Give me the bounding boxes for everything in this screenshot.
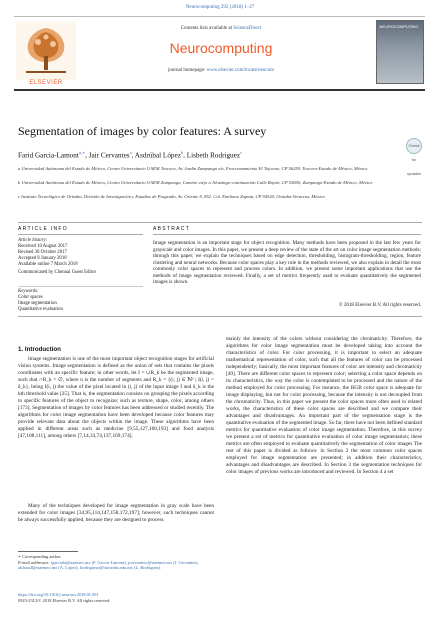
divider [18,234,143,235]
journal-homepage [80,68,362,73]
article-history [18,238,143,276]
email-list[interactable]: fgarciala@uaemex.mx (F. Garcia-Lamont), jcervantesc@uaemex.mx (J. Cervantes), alchaudl@uaemex.mx (A. López), lrodriguezr@itorizaba.edu.mx (L. Rodríguez). [18,559,199,570]
author-name[interactable]: Asdrúbal López [134,151,181,160]
abstract-text: Image segmentation is an important stage for object recognition. Many methods have been proposed in the last few years for grayscale and color images. In this paper, we present a deep review of the state of the art on color image segmentation methods; through this paper, we explain the techniques based on edge detection, thresholding, histogram-thresholding, region, feature clustering and neural networks. Because color spaces play a key role in the methods reviewed, we also explain in detail the most commonly color spaces to represent and process colors. In addition, we present some important applications that use the methods of image segmentation reviewed. Finally, a set of metrics frequently used to evaluate quantitatively the segmented images is shown. [153,240,421,285]
journal-cover-thumbnail [376,20,424,84]
homepage-prefix: journal homepage: [167,68,207,73]
email-addresses [18,560,214,571]
divider [18,222,422,223]
keyword: Color spaces [18,295,43,300]
history-received: Received 10 August 2017 [18,244,68,249]
article-info-heading: ARTICLE INFO [18,226,68,232]
sciencedirect-link[interactable]: ScienceDirect [233,26,262,31]
corresponding-author: ∗ Corresponding author. [18,554,62,559]
author-name[interactable]: Lisbeth Rodriguez [186,151,241,160]
elsevier-tree-logo [16,22,76,80]
keywords [18,289,143,313]
section-heading-introduction: 1. Introduction [18,346,61,353]
publisher-name: ELSEVIER [29,80,63,86]
journal-title: Neurocomputing [169,40,273,56]
intro-paragraph: Image segmentation is one of the most important object recognition stages for artificial vision systems. Image segmentation is defined as the union of sets that contains the pixels coordinates with an specific feature; in other words, let I = ∪R_k be the segmented image, such that ∩R_k = ∅, where n is the number of segments and R_k = {(i, j) ∈ ℕ² | I(i, j) = δ_k}, being I(i, j) the value of the pixel located in (i, j) of the input image I and δ_k is the kth threshold value [25]. That is, the segmentation consists on grouping the pixels according to specific features of the object to recognize; such as texture, shape, color, among others [173]. Segmentation of images by color features has been addressed or studied recently. The algorithms for color image segmentation have been developed because color features may provide relevant data about the objects within the image. These algorithms have been applied in different areas such as medicine [9,55,127,160,193] and food analysis [47,108,111], among others [7,14,33,74,137,169,174]. [18,356,214,439]
intro-paragraph: Many of the techniques developed for image segmentation in gray scale have been extended for color images [34,95,114,147,158,172,197]; however, such techniques cannot be always successfully applied, because they are designed to process [18,503,214,523]
author-affil-sup[interactable]: a,∗ [78,150,86,155]
doi-block [18,592,318,603]
intro-paragraph-right: mainly the intensity of the colors without considering the chromaticity. Therefore, the algorithms for color image segmentation must be developed taking into account the characteristics of color. For color processing, it is important to select an adequate mathematical representation of color, such that all the features of color can be processed independently; basically, the most important features of color are intensity and chromaticity [49]. There are different color spaces to represent color; selecting a color space depends on its characteristics, the way the color is contemplated to be processed and the nature of the method employed for color processing. For instance, the RGB color space is adequate for image displaying, but not for color processing, because the intensity is not decoupled from the chromaticity. Thus, in this paper we present the color spaces more often used in related works, the characteristics of these color spaces are described and we compare their advantages and disadvantages. An important part of the segmentation stage is the quantitative evaluation of the segmented image. So far, there have not been defined standard metrics for quantitative evaluation of color image segmentation. Therefore, in this survey we present a set of metrics for quantitative evaluation of color image segmentation; these metrics are often employed to evaluate quantitatively the segmentation of color images The rest of this paper is divided as follows: in Section 2 the most common color spaces employed for image segmentation are presented; in addition their characteristics, advantages and disadvantages are described. In Section 3 the segmentation techniques for color images of previous works are introduced and reviewed. In Section 4 a set [226,336,422,475]
homepage-link[interactable]: www.elsevier.com/locate/neucom [206,68,275,73]
keyword: Image segmentation [18,301,57,306]
issn-line: 0925-2312/© 2018 Elsevier B.V. All rights reserved. [18,597,111,603]
abstract-copyright: © 2018 Elsevier B.V. All rights reserved. [338,303,421,308]
author-affil-sup[interactable]: c [240,150,243,155]
author-name[interactable]: Farid Garcia-Lamont [18,151,79,160]
communicated-by: Communicated by Chennai Guest Editor [18,270,97,275]
cover-title: NEUROCOMPUTING [379,24,419,29]
divider [18,316,422,317]
abstract-heading: ABSTRACT [153,226,191,232]
divider [153,234,421,235]
email-label: E-mail addresses: [18,559,50,565]
history-label: Article history: [18,238,48,243]
divider [18,286,143,287]
paper-title: Segmentation of images by color features: A survey [18,124,267,138]
footnote-divider [18,551,78,552]
doi-link[interactable]: https://doi.org/10.1016/j.neucom.2018.01.091 [18,592,99,597]
author-list: Farid Garcia-Lamont$^{a,∗}$, Jair Cervantes$^a$, Asdrúbal López$^b$, Lisbeth Rodriguez$^c$ [18,150,243,160]
keyword: Quantitative evaluation [18,307,63,312]
author-name[interactable]: Jair Cervantes [88,151,130,160]
affiliation: c Instituto Tecnológico de Orizaba, División de Investigación y Estudios de Posgrado, Av. Oriente 9, 852. Col. Emiliano Zapata, CP 94320, Orizaba-Veracruz, México [18,194,325,199]
journal-citation[interactable]: Neurocomputing 292 (2018) 1–27 [185,5,255,10]
contents-line [80,26,362,31]
footnote [18,554,214,571]
affiliation: a Universidad Autónoma del Estado de México, Centro Universitario UAEM Texcoco, Av. Jardín Zumpango s/n, Fraccionamiento El Tejocote, CP 56259, Texcoco-Estado de México, México [18,166,368,171]
history-online: Available online 7 March 2018 [18,262,78,267]
history-revised: Revised 30 October 2017 [18,250,67,255]
affiliation: b Universidad Autónoma del Estado de México, Centro Universitario UAEM Zumpango, Camino viejo a Jilotzingo-continuación Calle Rayón, CP 55600, Zumpango-Estado de México, México [18,180,373,185]
history-accepted: Accepted 8 January 2018 [18,256,67,261]
keywords-label: Keywords: [18,289,39,294]
crossmark-badge[interactable]: Check for updates [406,138,422,154]
author-affil-sup[interactable]: a [129,150,132,155]
contents-prefix: Contents lists available at [180,26,234,31]
author-affil-sup[interactable]: b [180,150,184,155]
